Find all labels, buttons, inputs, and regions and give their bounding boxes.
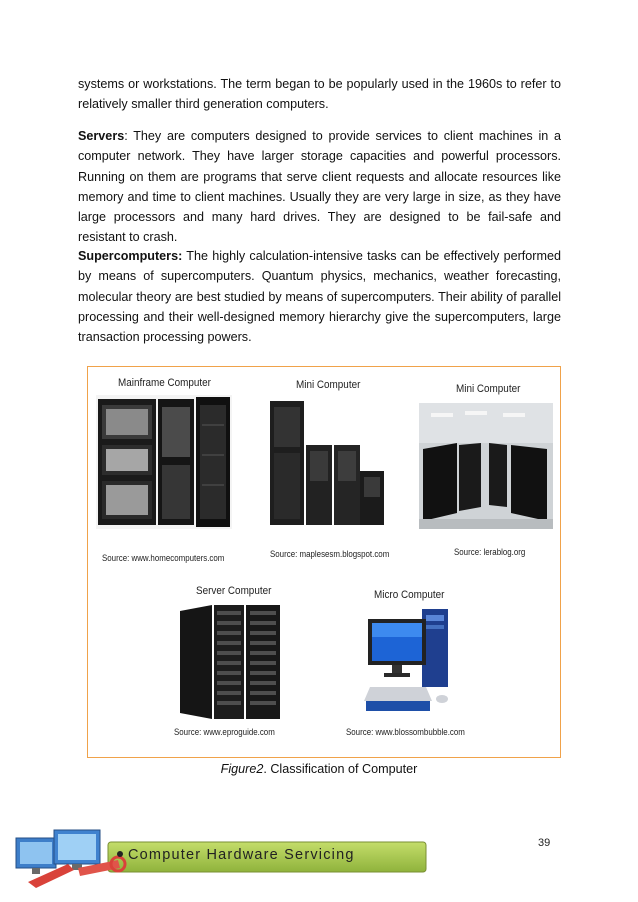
paragraph-intro [78,74,561,115]
server-computer-label: Server Computer [196,585,272,597]
page-number: 39 [538,837,551,849]
mainframe-label: Mainframe Computer [118,377,211,389]
paragraph-supercomputers [78,246,561,347]
mini-computer-label-1: Mini Computer [296,379,361,391]
server-computer-image [178,603,282,721]
classification-figure [87,366,561,758]
mainframe-computer-image [96,395,232,529]
mini-computer-source-2: Source: lerablog.org [454,547,526,557]
supercomputers-term: Supercomputers: [78,249,183,263]
supercomputers-text: The highly calculation-intensive tasks can be effectively performed by means of supercomputers. Quantum physics, mechanics, weather forecasting, molecular theory are best studied by means of supercomputers. Their ability of parallel processing and their well-designed memory hierarchy give the supercomputers, large transaction processing powers. [78,249,561,345]
servers-text: : They are computers designed to provide services to client machines in a computer network. They have larger storage capacities and powerful processors. Running on them are programs that serve client requests and allocate resources like memory and time to client machines. Usually they are very large in size, as they have large processors and many hard drives. They are designed to be fail-safe and resistant to crash. [78,129,561,245]
mini-computer-label-2: Mini Computer [456,383,521,395]
micro-computer-source: Source: www.blossombubble.com [346,727,465,737]
figure-caption [0,762,638,776]
footer-banner-text: Computer Hardware Servicing [128,847,355,863]
mini-computer-source-1: Source: maplesesm.blogspot.com [270,549,390,559]
figure-caption-number: Figure2 [220,762,264,776]
micro-computer-label: Micro Computer [374,589,445,601]
micro-computer-image [364,607,454,713]
mini-computer-image-2 [419,403,553,529]
paragraph-servers [78,126,561,248]
figure-caption-text: . Classification of Computer [263,762,418,776]
mini-computer-image-1 [266,397,386,527]
mainframe-source: Source: www.homecomputers.com [102,553,225,563]
servers-term: Servers [78,129,125,143]
server-computer-source: Source: www.eproguide.com [174,727,275,737]
intro-text: systems or workstations. The term began to be popularly used in the 1960s to refer to relatively smaller third generation computers. [78,77,561,112]
